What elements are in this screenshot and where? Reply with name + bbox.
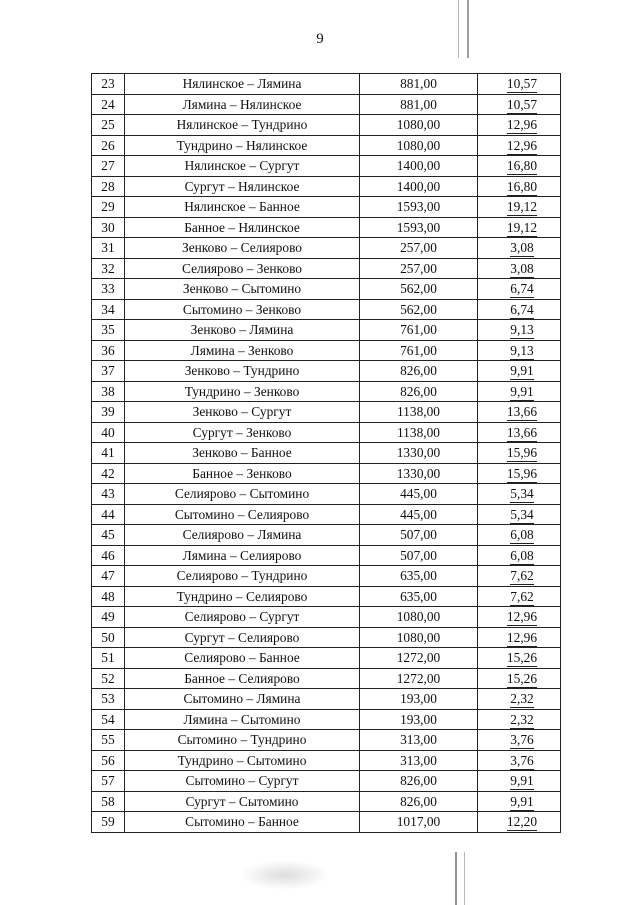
route-cell: Банное – Зенково [125, 463, 360, 484]
price-cell [478, 279, 561, 300]
distance-cell: 1017,00 [360, 812, 478, 833]
route-cell: Нялинское – Банное [125, 197, 360, 218]
row-number-cell: 25 [92, 115, 125, 136]
table-body [92, 74, 561, 833]
route-cell: Селиярово – Зенково [125, 258, 360, 279]
row-number-cell: 54 [92, 709, 125, 730]
table-row [92, 340, 561, 361]
row-number-cell: 37 [92, 361, 125, 382]
route-cell: Зенково – Селиярово [125, 238, 360, 259]
distance-cell: 1080,00 [360, 607, 478, 628]
row-number-cell: 26 [92, 135, 125, 156]
price-cell [478, 545, 561, 566]
distance-cell: 507,00 [360, 545, 478, 566]
row-number-cell: 51 [92, 648, 125, 669]
price-cell [478, 648, 561, 669]
table-row [92, 217, 561, 238]
price-value: 19,12 [506, 219, 538, 235]
table-row [92, 197, 561, 218]
row-number-cell: 47 [92, 566, 125, 587]
row-number-cell: 23 [92, 74, 125, 95]
distance-cell: 826,00 [360, 771, 478, 792]
price-value: 12,96 [506, 609, 538, 625]
price-value: 16,80 [506, 178, 538, 194]
tariff-table [91, 73, 561, 833]
price-value: 3,76 [510, 732, 534, 748]
row-number-cell: 28 [92, 176, 125, 197]
price-cell [478, 566, 561, 587]
table-row [92, 176, 561, 197]
distance-cell: 1138,00 [360, 422, 478, 443]
price-value: 9,91 [510, 773, 534, 789]
table-row [92, 361, 561, 382]
scan-artifact [455, 852, 465, 905]
table-row [92, 135, 561, 156]
distance-cell: 1400,00 [360, 156, 478, 177]
price-value: 12,20 [506, 814, 538, 830]
row-number-cell: 41 [92, 443, 125, 464]
row-number-cell: 50 [92, 627, 125, 648]
route-cell: Тундрино – Селиярово [125, 586, 360, 607]
row-number-cell: 44 [92, 504, 125, 525]
distance-cell: 562,00 [360, 299, 478, 320]
table-row [92, 279, 561, 300]
row-number-cell: 32 [92, 258, 125, 279]
page-number: 9 [316, 31, 324, 47]
table-row [92, 484, 561, 505]
price-value: 5,34 [510, 506, 534, 522]
row-number-cell: 35 [92, 320, 125, 341]
price-cell [478, 238, 561, 259]
price-value: 7,62 [510, 588, 534, 604]
route-cell: Селиярово – Банное [125, 648, 360, 669]
row-number-cell: 57 [92, 771, 125, 792]
distance-cell: 826,00 [360, 381, 478, 402]
route-cell: Зенково – Банное [125, 443, 360, 464]
price-cell [478, 94, 561, 115]
route-cell: Зенково – Лямина [125, 320, 360, 341]
table-row [92, 668, 561, 689]
scan-smudge [240, 860, 330, 890]
table-row [92, 320, 561, 341]
row-number-cell: 55 [92, 730, 125, 751]
price-cell [478, 217, 561, 238]
price-cell [478, 709, 561, 730]
distance-cell: 313,00 [360, 750, 478, 771]
distance-cell: 761,00 [360, 340, 478, 361]
distance-cell: 635,00 [360, 566, 478, 587]
price-cell [478, 340, 561, 361]
row-number-cell: 24 [92, 94, 125, 115]
table-row [92, 156, 561, 177]
route-cell: Селиярово – Сытомино [125, 484, 360, 505]
distance-cell: 635,00 [360, 586, 478, 607]
price-value: 9,13 [510, 342, 534, 358]
row-number-cell: 52 [92, 668, 125, 689]
price-value: 15,26 [506, 650, 538, 666]
distance-cell: 257,00 [360, 238, 478, 259]
distance-cell: 1330,00 [360, 463, 478, 484]
distance-cell: 826,00 [360, 361, 478, 382]
table-row [92, 422, 561, 443]
table-row [92, 299, 561, 320]
route-cell: Банное – Нялинское [125, 217, 360, 238]
table-row [92, 689, 561, 710]
distance-cell: 826,00 [360, 791, 478, 812]
price-value: 6,74 [510, 281, 534, 297]
route-cell: Зенково – Сытомино [125, 279, 360, 300]
row-number-cell: 34 [92, 299, 125, 320]
price-value: 2,32 [510, 691, 534, 707]
distance-cell: 193,00 [360, 689, 478, 710]
price-cell [478, 607, 561, 628]
price-cell [478, 135, 561, 156]
route-cell: Банное – Селиярово [125, 668, 360, 689]
distance-cell: 562,00 [360, 279, 478, 300]
row-number-cell: 45 [92, 525, 125, 546]
row-number-cell: 56 [92, 750, 125, 771]
table-row [92, 443, 561, 464]
table-row [92, 94, 561, 115]
route-cell: Лямина – Нялинское [125, 94, 360, 115]
price-cell [478, 771, 561, 792]
route-cell: Зенково – Сургут [125, 402, 360, 423]
price-cell [478, 320, 561, 341]
route-cell: Сургут – Селиярово [125, 627, 360, 648]
row-number-cell: 58 [92, 791, 125, 812]
price-value: 6,08 [510, 527, 534, 543]
distance-cell: 1400,00 [360, 176, 478, 197]
price-value: 15,96 [506, 445, 538, 461]
price-value: 9,91 [510, 383, 534, 399]
price-cell [478, 504, 561, 525]
price-value: 2,32 [510, 711, 534, 727]
price-value: 16,80 [506, 158, 538, 174]
route-cell: Селиярово – Лямина [125, 525, 360, 546]
route-cell: Нялинское – Лямина [125, 74, 360, 95]
price-cell [478, 791, 561, 812]
price-cell [478, 299, 561, 320]
price-value: 9,13 [510, 322, 534, 338]
row-number-cell: 59 [92, 812, 125, 833]
price-value: 15,26 [506, 670, 538, 686]
route-cell: Тундрино – Сытомино [125, 750, 360, 771]
price-cell [478, 402, 561, 423]
table-row [92, 791, 561, 812]
row-number-cell: 33 [92, 279, 125, 300]
price-cell [478, 627, 561, 648]
price-value: 12,96 [506, 629, 538, 645]
table-row [92, 750, 561, 771]
row-number-cell: 39 [92, 402, 125, 423]
route-cell: Сургут – Зенково [125, 422, 360, 443]
table-row [92, 730, 561, 751]
route-cell: Сургут – Нялинское [125, 176, 360, 197]
table-row [92, 648, 561, 669]
price-cell [478, 668, 561, 689]
table-row [92, 238, 561, 259]
price-cell [478, 176, 561, 197]
table-row [92, 545, 561, 566]
row-number-cell: 36 [92, 340, 125, 361]
price-value: 9,91 [510, 363, 534, 379]
table-row [92, 402, 561, 423]
row-number-cell: 49 [92, 607, 125, 628]
price-value: 7,62 [510, 568, 534, 584]
price-value: 12,96 [506, 137, 538, 153]
route-cell: Селиярово – Сургут [125, 607, 360, 628]
distance-cell: 445,00 [360, 504, 478, 525]
table-row [92, 771, 561, 792]
row-number-cell: 43 [92, 484, 125, 505]
price-cell [478, 812, 561, 833]
price-cell [478, 463, 561, 484]
route-cell: Сытомино – Сургут [125, 771, 360, 792]
route-cell: Лямина – Сытомино [125, 709, 360, 730]
distance-cell: 507,00 [360, 525, 478, 546]
row-number-cell: 27 [92, 156, 125, 177]
route-cell: Лямина – Зенково [125, 340, 360, 361]
table-row [92, 115, 561, 136]
distance-cell: 881,00 [360, 94, 478, 115]
distance-cell: 1272,00 [360, 648, 478, 669]
price-value: 10,57 [506, 96, 538, 112]
distance-cell: 1593,00 [360, 197, 478, 218]
distance-cell: 193,00 [360, 709, 478, 730]
row-number-cell: 53 [92, 689, 125, 710]
distance-cell: 1080,00 [360, 627, 478, 648]
route-cell: Лямина – Селиярово [125, 545, 360, 566]
distance-cell: 1080,00 [360, 135, 478, 156]
distance-cell: 445,00 [360, 484, 478, 505]
row-number-cell: 48 [92, 586, 125, 607]
price-cell [478, 750, 561, 771]
price-cell [478, 74, 561, 95]
table-row [92, 566, 561, 587]
distance-cell: 761,00 [360, 320, 478, 341]
distance-cell: 881,00 [360, 74, 478, 95]
price-cell [478, 689, 561, 710]
row-number-cell: 42 [92, 463, 125, 484]
price-value: 12,96 [506, 117, 538, 133]
price-cell [478, 115, 561, 136]
route-cell: Сытомино – Зенково [125, 299, 360, 320]
table-row [92, 812, 561, 833]
route-cell: Селиярово – Тундрино [125, 566, 360, 587]
price-value: 6,74 [510, 301, 534, 317]
route-cell: Нялинское – Тундрино [125, 115, 360, 136]
route-cell: Нялинское – Сургут [125, 156, 360, 177]
route-cell: Сытомино – Лямина [125, 689, 360, 710]
price-value: 3,76 [510, 752, 534, 768]
row-number-cell: 40 [92, 422, 125, 443]
route-cell: Зенково – Тундрино [125, 361, 360, 382]
price-cell [478, 443, 561, 464]
price-cell [478, 730, 561, 751]
table-row [92, 525, 561, 546]
route-cell: Сытомино – Тундрино [125, 730, 360, 751]
distance-cell: 1330,00 [360, 443, 478, 464]
row-number-cell: 38 [92, 381, 125, 402]
table-row [92, 607, 561, 628]
price-cell [478, 422, 561, 443]
price-cell [478, 361, 561, 382]
row-number-cell: 30 [92, 217, 125, 238]
distance-cell: 1272,00 [360, 668, 478, 689]
distance-cell: 1593,00 [360, 217, 478, 238]
row-number-cell: 31 [92, 238, 125, 259]
row-number-cell: 46 [92, 545, 125, 566]
price-value: 10,57 [506, 76, 538, 92]
table-row [92, 463, 561, 484]
price-cell [478, 197, 561, 218]
route-cell: Тундрино – Зенково [125, 381, 360, 402]
table-row [92, 258, 561, 279]
table-row [92, 627, 561, 648]
scan-artifact [458, 0, 469, 58]
distance-cell: 257,00 [360, 258, 478, 279]
price-value: 19,12 [506, 199, 538, 215]
price-cell [478, 258, 561, 279]
price-value: 13,66 [506, 424, 538, 440]
table-row [92, 504, 561, 525]
price-value: 13,66 [506, 404, 538, 420]
price-value: 3,08 [510, 240, 534, 256]
distance-cell: 1080,00 [360, 115, 478, 136]
price-cell [478, 586, 561, 607]
route-cell: Тундрино – Нялинское [125, 135, 360, 156]
price-value: 9,91 [510, 793, 534, 809]
distance-cell: 1138,00 [360, 402, 478, 423]
route-cell: Сытомино – Банное [125, 812, 360, 833]
table-row [92, 586, 561, 607]
price-cell [478, 525, 561, 546]
route-cell: Сытомино – Селиярово [125, 504, 360, 525]
price-value: 6,08 [510, 547, 534, 563]
price-cell [478, 381, 561, 402]
table-row [92, 381, 561, 402]
price-value: 3,08 [510, 260, 534, 276]
price-cell [478, 156, 561, 177]
table-row [92, 74, 561, 95]
price-value: 5,34 [510, 486, 534, 502]
table-row [92, 709, 561, 730]
row-number-cell: 29 [92, 197, 125, 218]
distance-cell: 313,00 [360, 730, 478, 751]
price-value: 15,96 [506, 465, 538, 481]
route-cell: Сургут – Сытомино [125, 791, 360, 812]
price-cell [478, 484, 561, 505]
